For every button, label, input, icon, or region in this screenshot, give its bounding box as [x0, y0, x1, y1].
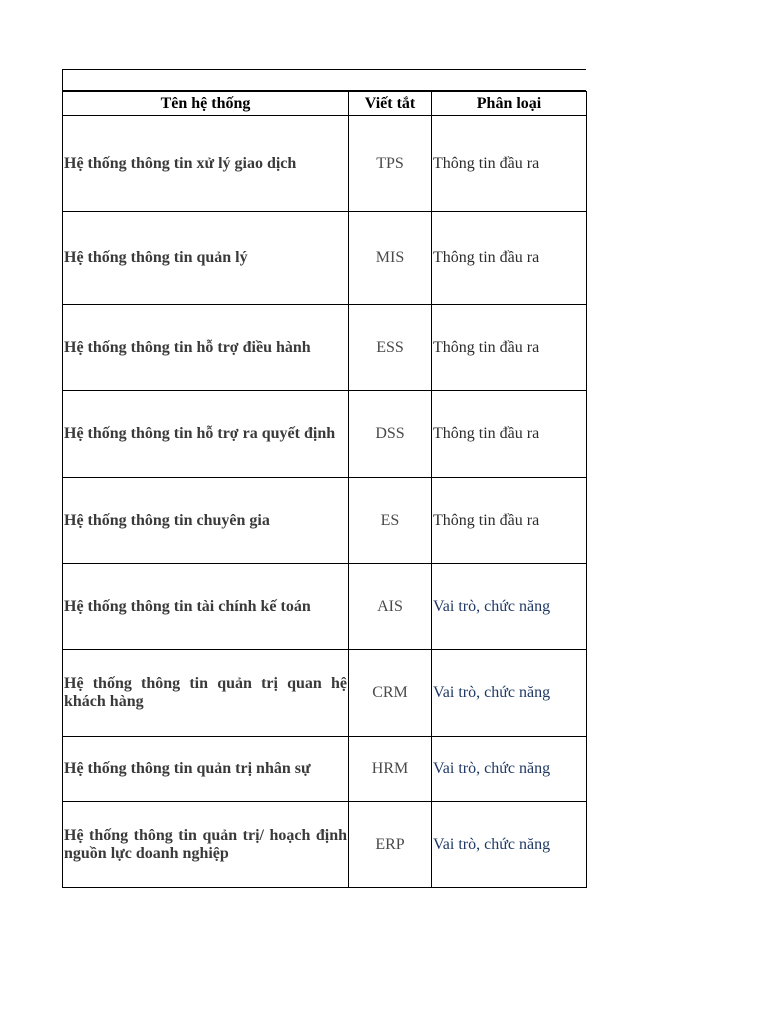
table-row: [63, 391, 587, 478]
header-row: [63, 92, 587, 116]
empty-title-row: [62, 69, 586, 91]
abbreviation-cell: AIS: [349, 564, 432, 650]
table-row: [63, 305, 587, 391]
header-classification: Phân loại: [432, 92, 587, 116]
system-name-cell: Hệ thống thông tin quản trị nhân sự: [63, 737, 349, 802]
table-row: [63, 650, 587, 737]
table-row: [63, 478, 587, 564]
classification-cell: Thông tin đầu ra: [432, 116, 587, 212]
classification-cell: Vai trò, chức năng: [432, 737, 587, 802]
abbreviation-cell: CRM: [349, 650, 432, 737]
classification-cell: Thông tin đầu ra: [432, 212, 587, 305]
abbreviation-cell: MIS: [349, 212, 432, 305]
spreadsheet-table-area: [62, 69, 586, 888]
system-name-cell: Hệ thống thông tin chuyên gia: [63, 478, 349, 564]
abbreviation-cell: TPS: [349, 116, 432, 212]
classification-cell: Thông tin đầu ra: [432, 305, 587, 391]
abbreviation-cell: HRM: [349, 737, 432, 802]
table-row: [63, 737, 587, 802]
system-name-cell: Hệ thống thông tin hỗ trợ ra quyết định: [63, 391, 349, 478]
system-name-cell: Hệ thống thông tin quản trị quan hệ khách hàng: [63, 650, 349, 737]
table-row: [63, 564, 587, 650]
table-row: [63, 212, 587, 305]
system-name-cell: Hệ thống thông tin quản trị/ hoạch định nguồn lực doanh nghiệp: [63, 802, 349, 888]
table-row: [63, 802, 587, 888]
system-name-cell: Hệ thống thông tin tài chính kế toán: [63, 564, 349, 650]
classification-cell: Vai trò, chức năng: [432, 564, 587, 650]
table-row: [63, 116, 587, 212]
abbreviation-cell: ESS: [349, 305, 432, 391]
systems-table: [62, 91, 587, 888]
header-system-name: Tên hệ thống: [63, 92, 349, 116]
abbreviation-cell: ES: [349, 478, 432, 564]
classification-cell: Vai trò, chức năng: [432, 802, 587, 888]
system-name-cell: Hệ thống thông tin hỗ trợ điều hành: [63, 305, 349, 391]
classification-cell: Thông tin đầu ra: [432, 391, 587, 478]
system-name-cell: Hệ thống thông tin quản lý: [63, 212, 349, 305]
header-abbreviation: Viết tắt: [349, 92, 432, 116]
abbreviation-cell: DSS: [349, 391, 432, 478]
system-name-cell: Hệ thống thông tin xử lý giao dịch: [63, 116, 349, 212]
abbreviation-cell: ERP: [349, 802, 432, 888]
classification-cell: Thông tin đầu ra: [432, 478, 587, 564]
classification-cell: Vai trò, chức năng: [432, 650, 587, 737]
